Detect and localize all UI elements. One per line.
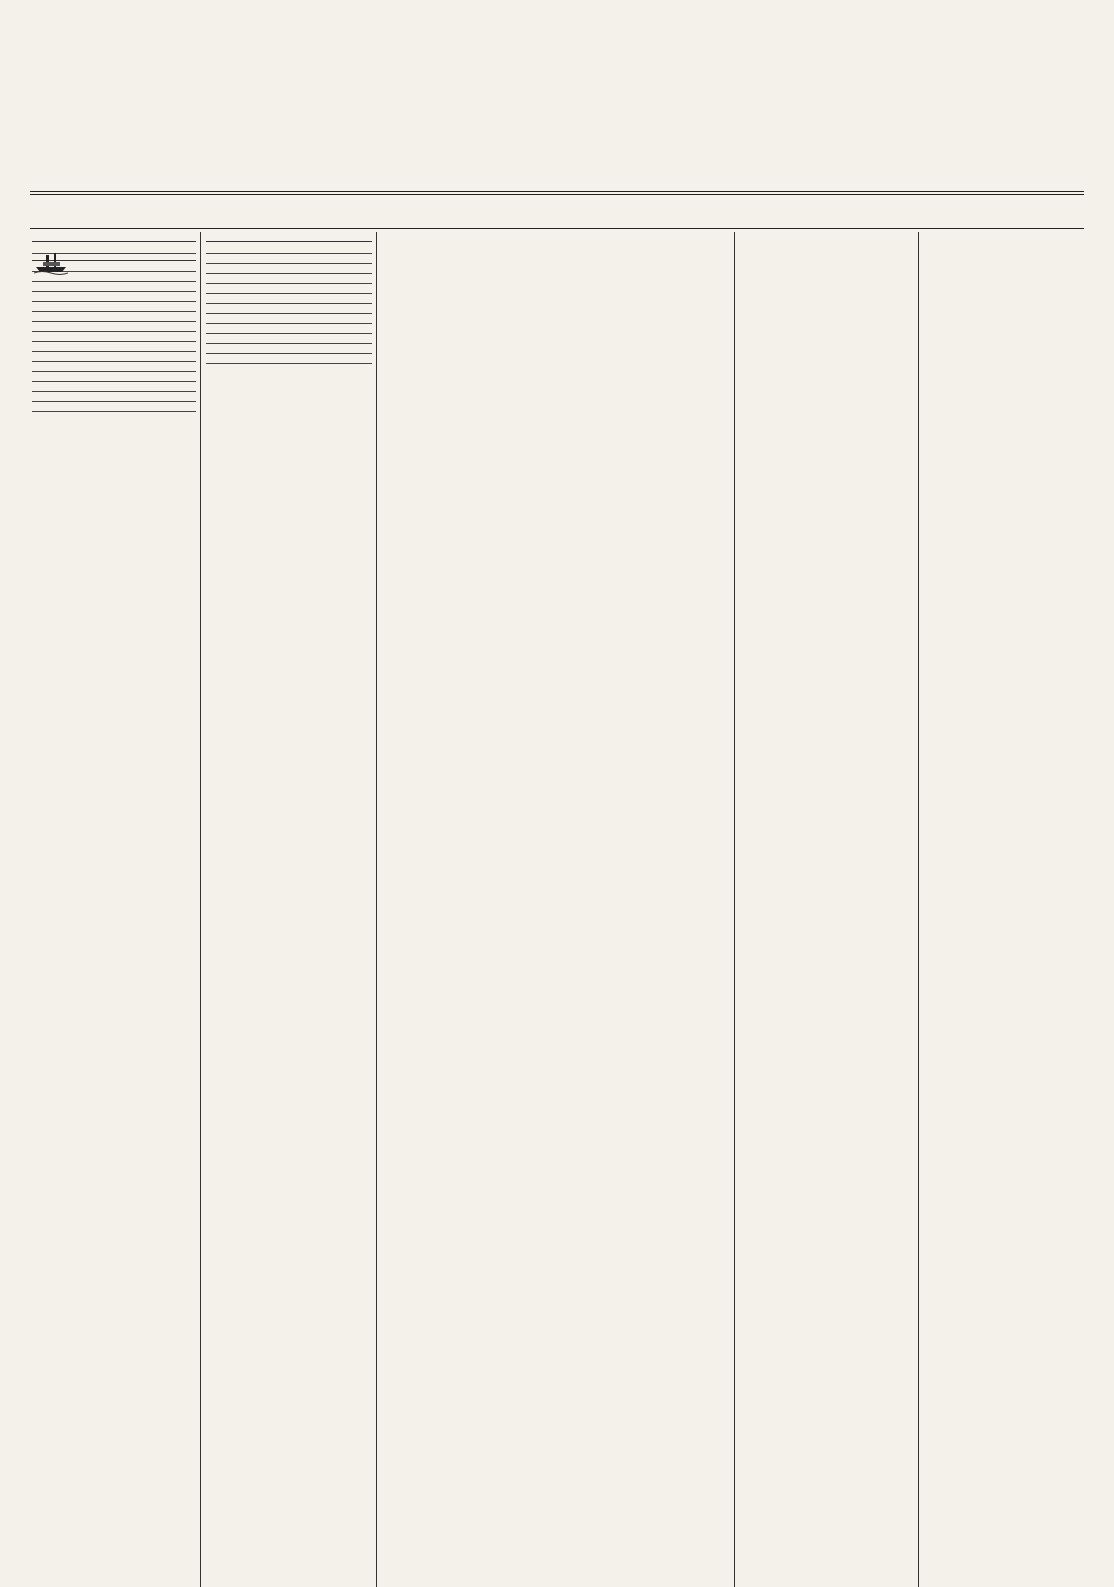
- masthead: [0, 0, 1114, 200]
- column-heading: [206, 236, 372, 242]
- advert-garrods-hotel: [32, 324, 196, 332]
- advert-lady-barkly: [32, 246, 196, 254]
- hounsell-column: [206, 236, 372, 1586]
- advert-money-to-lend: [32, 374, 196, 382]
- advert-board-residence: [32, 394, 196, 402]
- advert-frypans: [206, 306, 372, 314]
- advert-town-acre: [32, 294, 196, 302]
- advert-perambulators: [206, 336, 372, 344]
- advert-new-goods: [206, 286, 372, 294]
- advert-publicans: [206, 346, 372, 354]
- column-rule: [918, 232, 919, 1587]
- advert-tender: [32, 344, 196, 352]
- column-rule: [200, 232, 201, 1587]
- column-rule: [734, 232, 735, 1587]
- advert-sportsmen: [206, 246, 372, 254]
- advert-sausage-machines: [206, 326, 372, 334]
- advert-adelaide-flour: [206, 356, 372, 364]
- column-rule: [376, 232, 377, 1587]
- advert-divine-service: [32, 354, 196, 362]
- advert-currant-cakes: [32, 364, 196, 372]
- masthead-rule-top: [30, 191, 1084, 192]
- advert-masters-mates: [32, 404, 196, 412]
- advert-money-freehold: [32, 384, 196, 392]
- advert-bellows: [206, 316, 372, 324]
- issue-rule: [30, 228, 1084, 229]
- advert-chairs: [206, 266, 372, 274]
- advert-motueka-smithy: [32, 304, 196, 312]
- advert-brushware: [206, 296, 372, 304]
- advert-bedsteads: [206, 256, 372, 264]
- advert-aorere-acres: [32, 314, 196, 322]
- steamer-icon: [34, 249, 68, 275]
- masthead-rule-bottom: [30, 194, 1084, 195]
- shipping-column: [32, 236, 196, 1586]
- advert-flour-mill: [32, 334, 196, 342]
- advert-brown-ware: [206, 276, 372, 284]
- column-heading: [32, 236, 196, 242]
- advert-to-let-premises: [32, 284, 196, 292]
- advert-kent-house: [32, 274, 196, 282]
